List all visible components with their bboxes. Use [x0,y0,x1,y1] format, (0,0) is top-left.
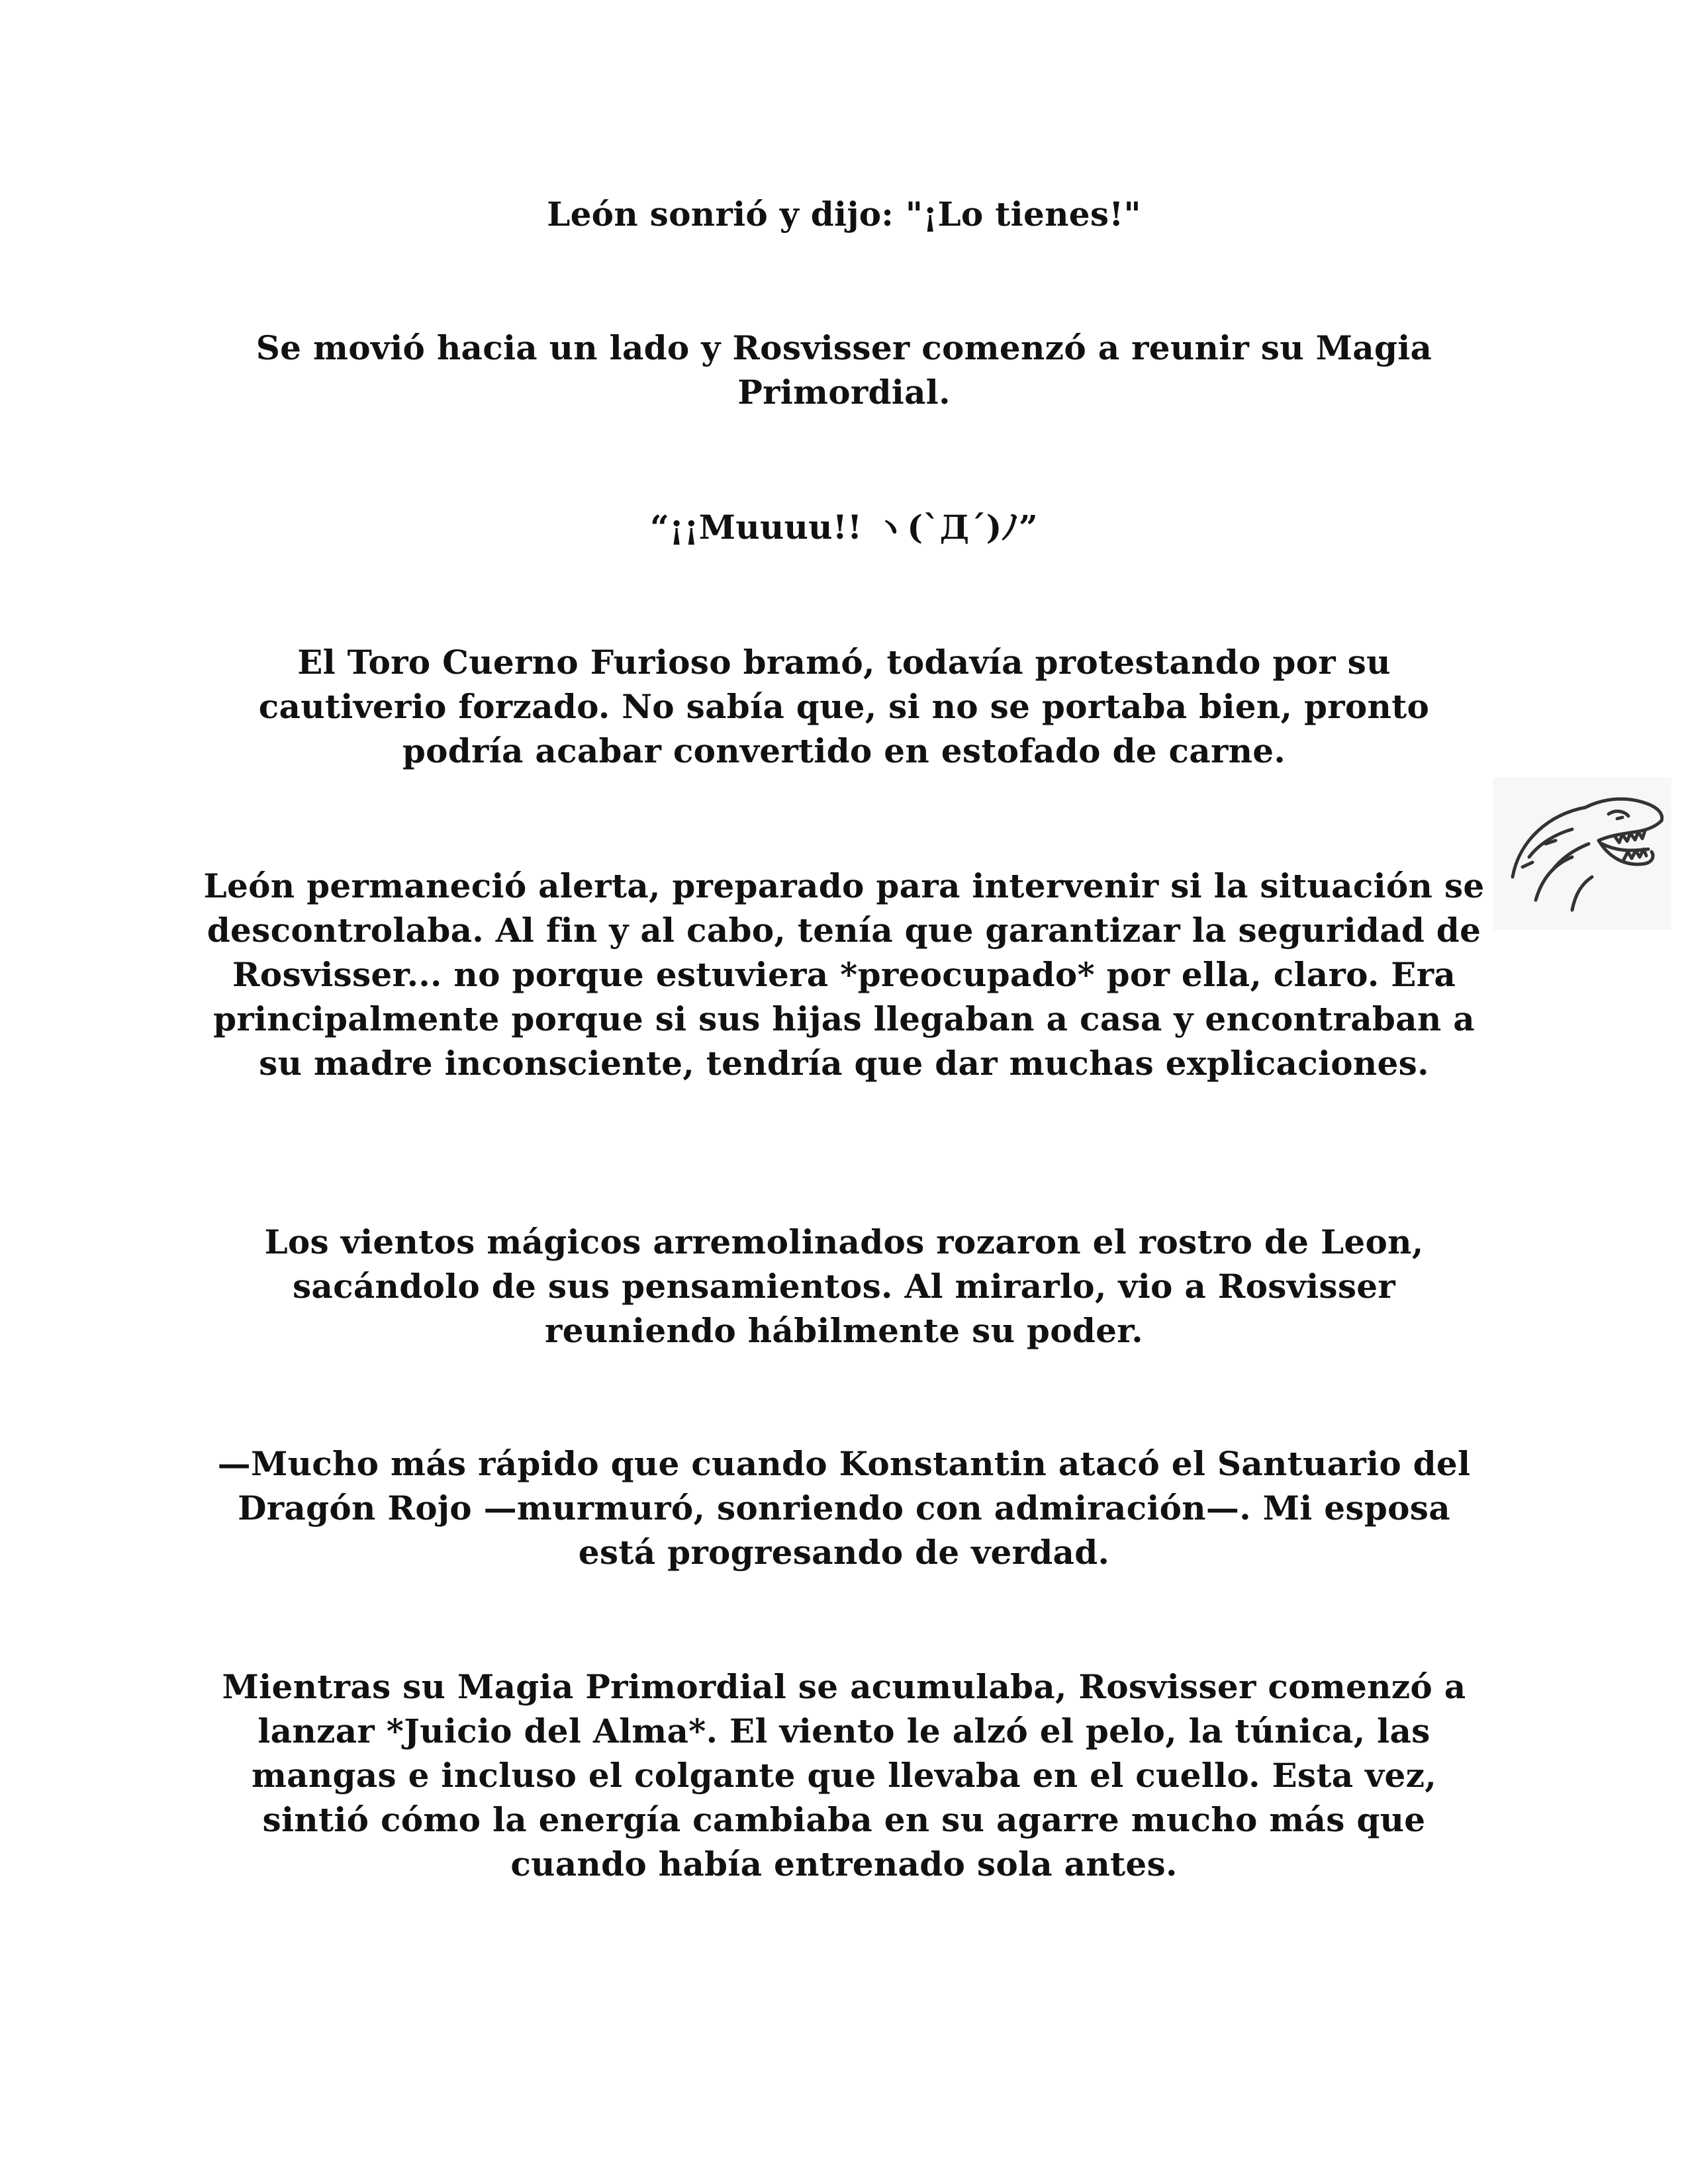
paragraph-3: “¡¡Muuuu!! ヽ(`Д´)ﾉ” [650,508,1038,547]
dinosaur-head-icon [1493,778,1671,930]
paragraph-2: Se movió hacia un lado y Rosvisser comenzó a reunir su Magia Primordial. [256,328,1432,412]
paragraph-6: Los vientos mágicos arremolinados rozaron el rostro de Leon, sacándolo de sus pensamientos. Al mirarlo, vio a Rosvisser reuniendo hábilmente su poder. [264,1222,1424,1350]
paragraph-8: Mientras su Magia Primordial se acumulaba, Rosvisser comenzó a lanzar *Juicio del Alma*. El viento le alzó el pelo, la túnica, las mangas e incluso el colgante que llevaba en el cuello. Esta vez, sintió cómo la energía cambiaba en su agarre mucho más que cuando había entrenado sola antes. [222,1667,1466,1884]
paragraph-5: León permaneció alerta, preparado para intervenir si la situación se descontrolaba. Al fin y al cabo, tenía que garantizar la seguridad de Rosvisser... no porque estuviera *preocupado* por ella, claro. Era principalmente porque si sus hijas llegaban a casa y encontraban a su madre inconsciente, tendría que dar muchas explicaciones. [203,866,1485,1083]
paragraph-4: El Toro Cuerno Furioso bramó, todavía protestando por su cautiverio forzado. No sabía que, si no se portaba bien, pronto podría acabar convertido en estofado de carne. [258,643,1430,770]
paragraph-7: —Mucho más rápido que cuando Konstantin atacó el Santuario del Dragón Rojo —murmuró, sonriendo con admiración—. Mi esposa está progresando de verdad. [217,1444,1471,1572]
paragraph-1: León sonrió y dijo: "¡Lo tienes!" [547,195,1141,234]
